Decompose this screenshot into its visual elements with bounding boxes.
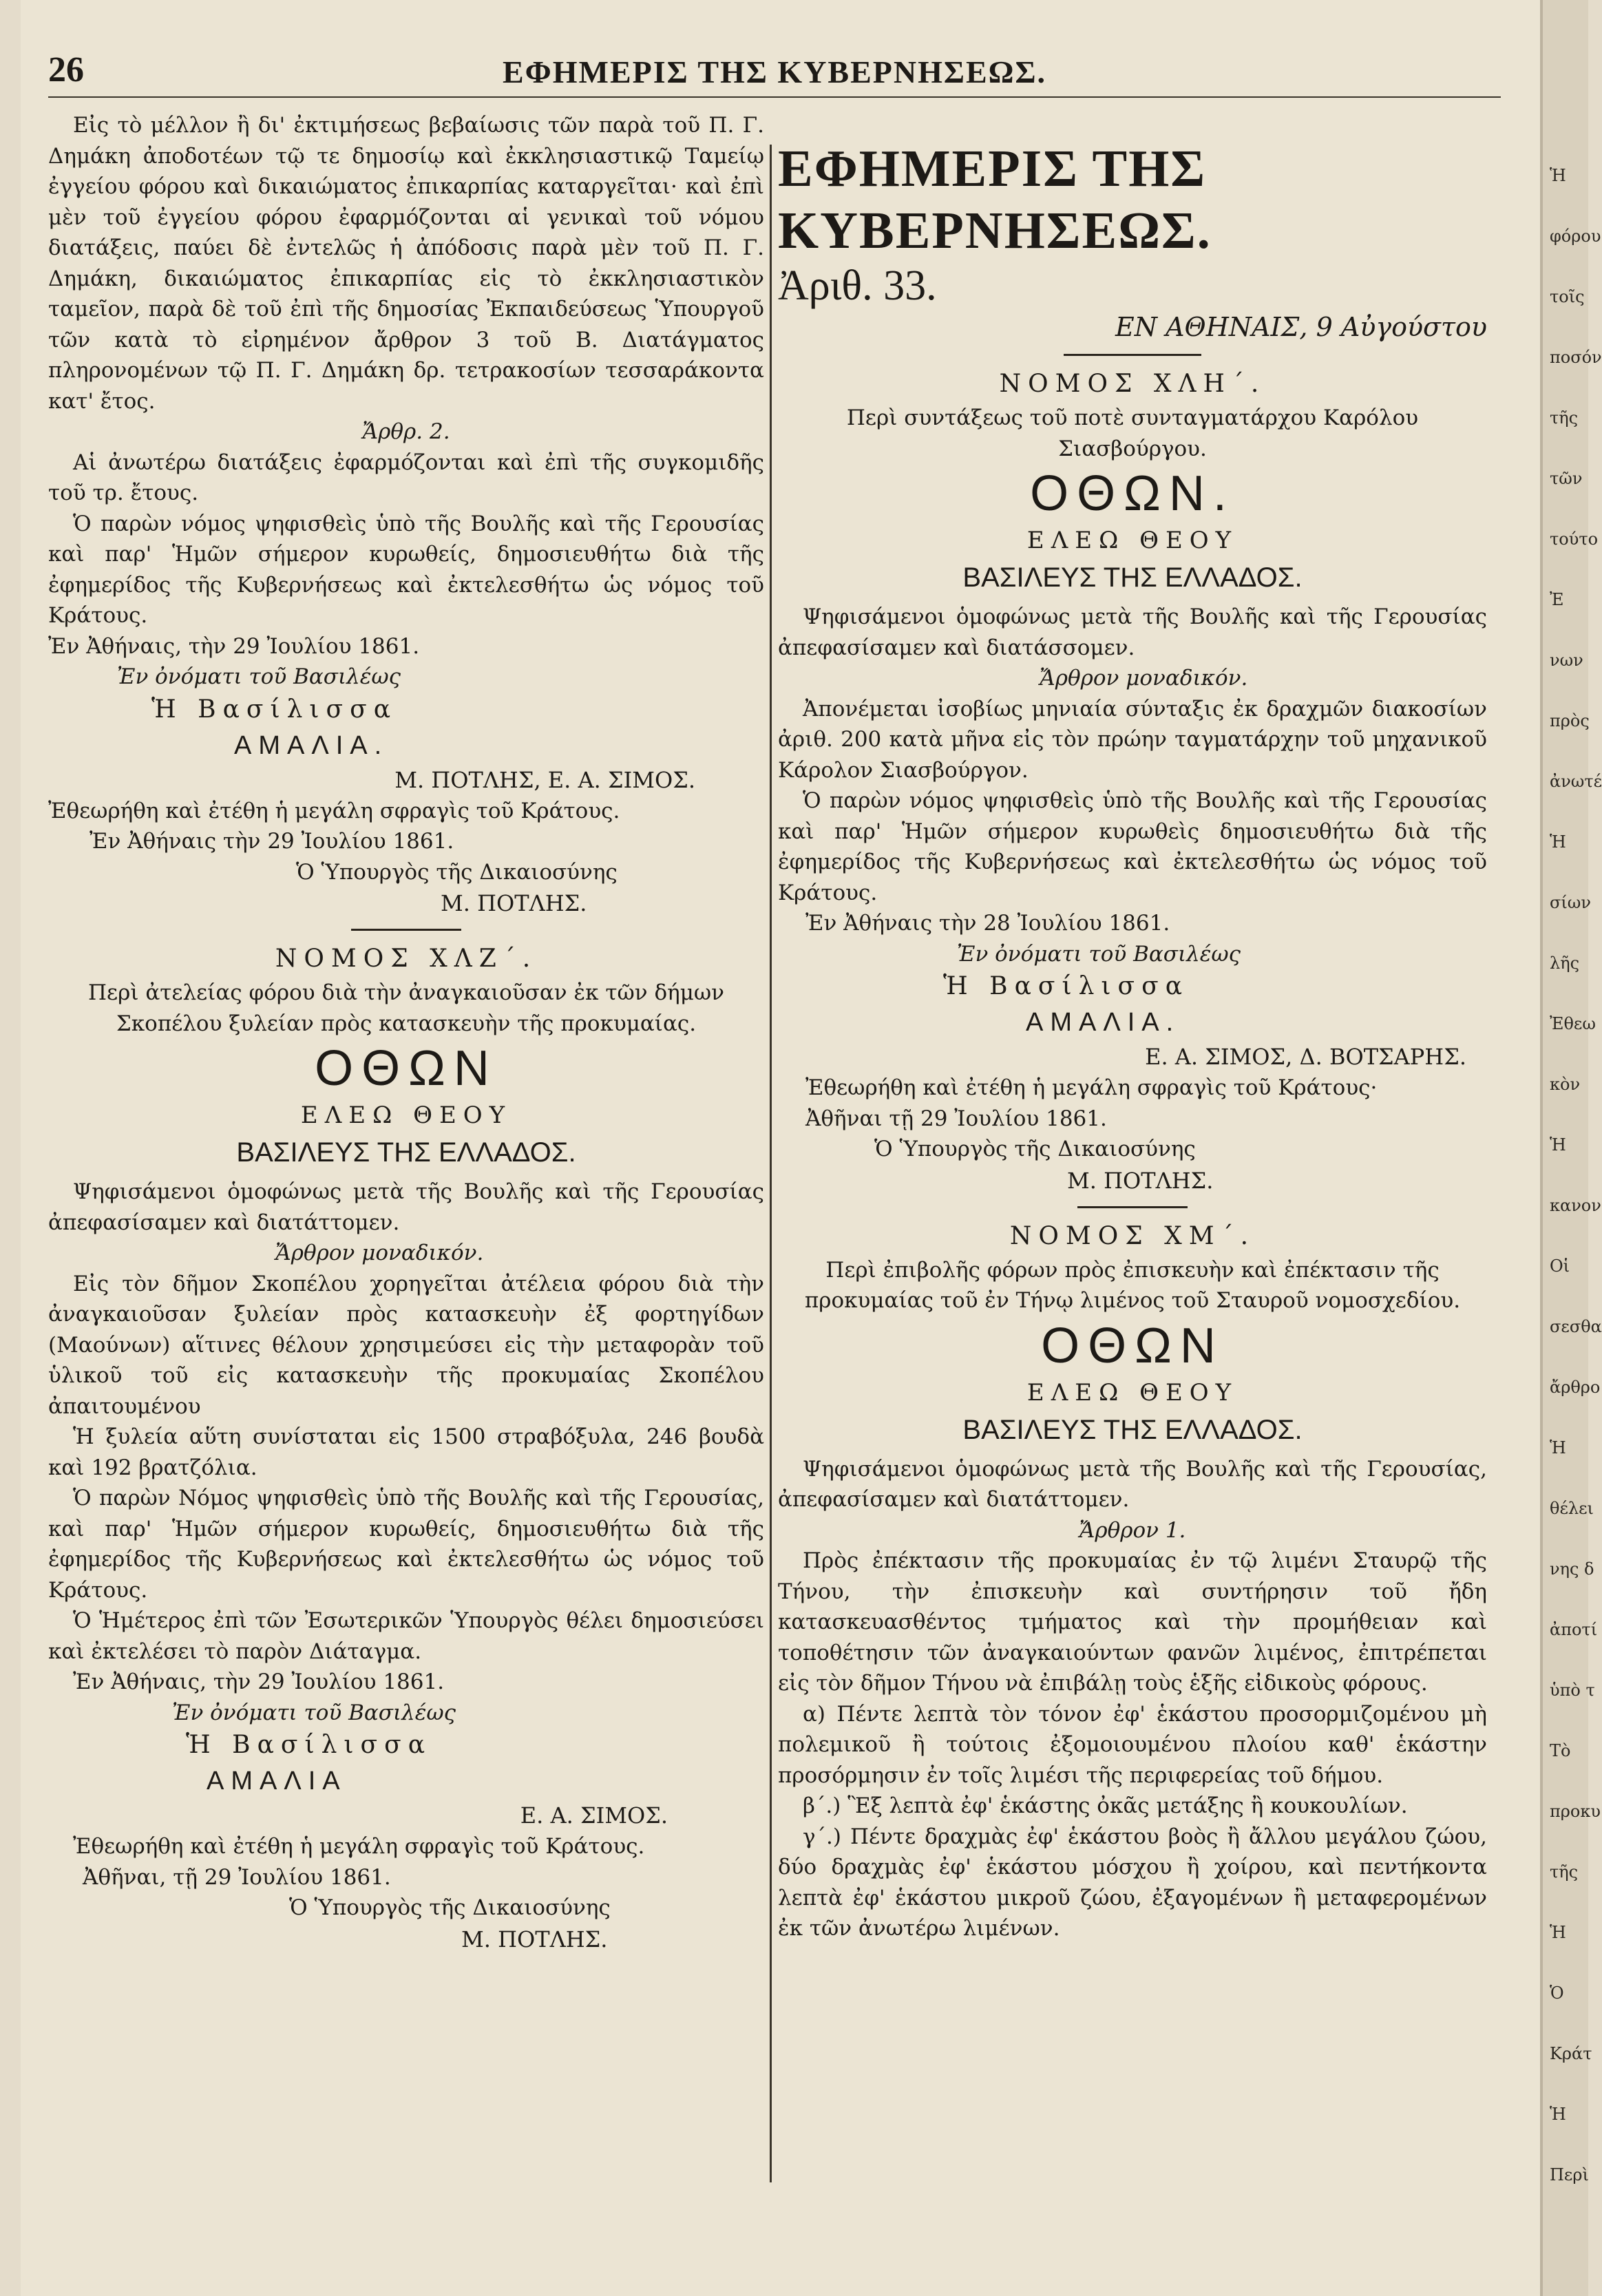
signatories: Μ. ΠΟΤΛΗΣ, Ε. Α. ΣΙΜΟΣ.	[394, 766, 695, 793]
signature-amalia: ΑΜΑΛΙΑ	[207, 1767, 347, 1795]
running-title: ΕΦΗΜΕΡΙΣ ΤΗΣ ΚΥΒΕΡΝΗΣΕΩΣ.	[502, 54, 1047, 89]
edge-fragment: προκυ	[1550, 1802, 1601, 1821]
royal-formula: Ἐν ὀνόματι τοῦ Βασιλέως	[117, 664, 401, 689]
edge-fragment: Περὶ	[1550, 2165, 1589, 2184]
paragraph: Ὁ Ἡμέτερος ἐπὶ τῶν Ἐσωτερικῶν Ὑπουργὸς θέλει δημοσιεύσει καὶ ἐκτελέσει τὸ παρὸν Διάταγμα.	[48, 1608, 764, 1664]
eleo-theou: ΕΛΕΩ ΘΕΟΥ	[300, 1102, 512, 1129]
edge-fragment: Ἡ	[1550, 832, 1566, 852]
minister-name: Μ. ΠΟΤΛΗΣ.	[461, 1926, 608, 1952]
paragraph: Πρὸς ἐπέκτασιν τῆς προκυμαίας ἐν τῷ λιμένι Σταυρῷ τῆς Τήνου, τὴν ἐπισκευὴν καὶ συντήρησιν τοῦ ἤδη κατασκευασθέντος τμήματος καὶ τὴν προμήθειαν καὶ τοποθέτησιν τῶν ἀναγκαιούντων φανῶν λιμένος, ἐπιτρέπεται εἰς τὸν δῆμον Τήνου νὰ ἐπιβάλῃ τοὺς ἑξῆς εἰδικοὺς φόρους.	[778, 1548, 1487, 1696]
edge-fragment: ἀποτί	[1550, 1620, 1598, 1639]
section-rule	[1064, 354, 1201, 356]
edge-fragment: Ἡ	[1550, 1438, 1566, 1457]
edge-fragment: φόρου	[1550, 227, 1601, 246]
right-column	[778, 110, 1487, 1944]
section-rule	[1077, 1206, 1188, 1208]
edge-fragment: τούτο	[1550, 529, 1599, 549]
minister-name: Μ. ΠΟΤΛΗΣ.	[1067, 1167, 1214, 1194]
date-line: Ἀθῆναι, τῇ 29 Ἰουλίου 1861.	[83, 1864, 391, 1890]
minister-title: Ὁ Ὑπουργὸς τῆς Δικαιοσύνης	[296, 859, 618, 885]
edge-fragment: κὸν	[1550, 1075, 1581, 1094]
minister-title: Ὁ Ὑπουργὸς τῆς Δικαιοσύνης	[874, 1137, 1196, 1161]
edge-fragment: ἄρθρο	[1550, 1378, 1601, 1397]
othon-heading: ΟΘΩΝ	[1041, 1318, 1224, 1373]
edge-fragment: τοῖς	[1550, 287, 1585, 306]
seal-note: Ἐθεωρήθη καὶ ἐτέθη ἡ μεγάλη σφραγὶς τοῦ Κράτους.	[48, 798, 620, 823]
edge-fragment: πρὸς	[1550, 711, 1590, 730]
eleo-theou: ΕΛΕΩ ΘΕΟΥ	[1026, 527, 1239, 554]
edge-fragment: Ἡ	[1550, 1923, 1566, 1942]
edge-fragment: κανον	[1550, 1196, 1601, 1215]
list-item: β΄.) Ἓξ λεπτὰ ἐφ' ἑκάστης ὀκᾶς μετάξης ἢ κουκουλίων.	[803, 1793, 1408, 1818]
paragraph: Ἀπονέμεται ἰσοβίως μηνιαία σύνταξις ἐκ δραχμῶν διακοσίων ἀριθ. 200 κατὰ μῆνα εἰς τὸν πρώην ταγματάρχην τοῦ μηχανικοῦ Κάρολον Σιασβούργον.	[778, 696, 1487, 783]
signature-amalia: ΑΜΑΛΙΑ.	[1026, 1008, 1181, 1037]
paragraph: Ὁ παρὼν Νόμος ψηφισθεὶς ὑπὸ τῆς Βουλῆς καὶ τῆς Γερουσίας, καὶ παρ' Ἡμῶν σήμερον κυρωθείς, δημοσιευθήτω διὰ τῆς ἐφημερίδος τῆς Κυβερνήσεως καὶ ἐκτελεσθήτω ὡς νόμος τοῦ Κράτους.	[48, 1486, 764, 1603]
seal-note: Ἐθεωρήθη καὶ ἐτέθη ἡ μεγάλη σφραγὶς τοῦ Κράτους.	[73, 1834, 645, 1859]
edge-fragment: ὑπὸ τ	[1550, 1681, 1595, 1700]
queen-label: Ἡ Βασίλισσα	[151, 695, 398, 724]
edge-fragment: τῶν	[1550, 469, 1583, 488]
law-title: ΝΟΜΟΣ ΧΛΖ΄.	[275, 945, 538, 973]
law-subject: Περὶ συντάξεως τοῦ ποτὲ συνταγματάρχου Καρόλου Σιασβούργου.	[846, 406, 1419, 461]
paragraph: Ὁ παρὼν νόμος ψηφισθεὶς ὑπὸ τῆς Βουλῆς καὶ τῆς Γερουσίας καὶ παρ' Ἡμῶν σήμερον κυρωθείς, δημοσιευθήτω διὰ τῆς ἐφημερίδος τῆς Κυβερνήσεως καὶ ἐκτελεσθήτω ὡς νόμος τοῦ Κράτους.	[48, 511, 764, 628]
paragraph: Αἱ ἀνωτέρω διατάξεις ἐφαρμόζονται καὶ ἐπὶ τῆς συγκομιδῆς τοῦ τρ. ἔτους.	[48, 450, 764, 505]
section-rule	[351, 929, 461, 931]
edge-fragment: Ἡ	[1550, 166, 1566, 185]
list-item: α) Πέντε λεπτὰ τὸν τόνον ἐφ' ἑκάστου προσορμιζομένου μὴ πολεμικοῦ ἢ τούτοις ἐξομοιουμένου πλοίου καθ' ἑκάστην προσόρμησιν ἐν τοῖς λιμέσι τῆς περιφερείας τοῦ δήμου.	[778, 1701, 1487, 1788]
page-header	[48, 50, 1501, 91]
minister-name: Μ. ΠΟΤΛΗΣ.	[441, 890, 587, 916]
paragraph: Εἰς τὸν δῆμον Σκοπέλου χορηγεῖται ἀτέλεια φόρου διὰ τὴν ἀναγκαιοῦσαν ξυλείαν πρὸς κατασκευὴν ἐξ φορτηγίδων (Μαούνων) αἵτινες θέλουν χρησιμεύσει εἰς τὴν μεταφορὰν τοῦ ὑλικοῦ τοῦ εἰς κατασκευὴν τῆς προκυμαίας Σκοπέλου ἀπαιτουμένου	[48, 1271, 764, 1419]
law-subject: Περὶ ἀτελείας φόρου διὰ τὴν ἀναγκαιοῦσαν ἐκ τῶν δήμων Σκοπέλου ξυλείαν πρὸς κατασκευὴν τῆς προκυμαίας.	[88, 980, 724, 1036]
article-heading: Ἄρθρον μοναδικόν.	[275, 1241, 484, 1265]
article-heading: Ἄρθρον 1.	[1079, 1517, 1186, 1543]
column-divider	[770, 145, 772, 2182]
edge-fragment: σεσθα	[1550, 1317, 1602, 1336]
signatories: Ε. Α. ΣΙΜΟΣ.	[520, 1802, 668, 1829]
royal-formula: Ἐν ὀνόματι τοῦ Βασιλέως	[172, 1700, 456, 1725]
date-line: Ἐν Ἀθήναις τὴν 28 Ἰουλίου 1861.	[805, 911, 1170, 936]
edge-fragment: Κράτ	[1550, 2044, 1592, 2063]
edge-fragment: ἀνωτέ	[1550, 772, 1602, 791]
paragraph: Ψηφισάμενοι ὁμοφώνως μετὰ τῆς Βουλῆς καὶ τῆς Γερουσίας ἀπεφασίσαμεν καὶ διατάττομεν.	[48, 1179, 764, 1235]
seal-note: Ἐθεωρήθη καὶ ἐτέθη ἡ μεγάλη σφραγὶς τοῦ Κράτους·	[805, 1075, 1378, 1100]
paragraph: Ὁ παρὼν νόμος ψηφισθεὶς ὑπὸ τῆς Βουλῆς καὶ τῆς Γερουσίας καὶ παρ' Ἡμῶν σήμερον κυρωθεὶς δημοσιευθήτω διὰ τῆς ἐφημερίδος τῆς Κυβερνήσεως καὶ ἐκτελεσθήτω ὡς νόμος τοῦ Κράτους.	[778, 788, 1487, 905]
edge-fragment: Ἡ	[1550, 2105, 1566, 2124]
page-number: 26	[48, 50, 84, 89]
edge-fragment: τῆς	[1550, 1862, 1579, 1882]
list-item: γ΄.) Πέντε δραχμὰς ἐφ' ἑκάστου βοὸς ἢ ἄλλου μεγάλου ζώου, δύο δραχμὰς ἐφ' ἑκάστου μόσχου ἢ χοίρου, καὶ πεντήκοντα λεπτὰ ἐφ' ἑκάστου μικροῦ ζώου, ἐξαγομένων ἢ μεταφερομένων ἐκ τῶν ἀνωτέρω λιμένων.	[778, 1824, 1487, 1941]
dateline: ΕΝ ΑΘΗΝΑΙΣ, 9 Αὐγούστου	[1115, 312, 1487, 342]
gazette-title: ΕΦΗΜΕΡΙΣ ΤΗΣ ΚΥΒΕΡΝΗΣΕΩΣ.	[778, 140, 1212, 260]
paragraph: Ψηφισάμενοι ὁμοφώνως μετὰ τῆς Βουλῆς καὶ τῆς Γερουσίας ἀπεφασίσαμεν καὶ διατάσσομεν.	[778, 604, 1487, 660]
edge-fragment: τῆς	[1550, 408, 1579, 428]
date-line: Ἐν Ἀθήναις, τὴν 29 Ἰουλίου 1861.	[48, 633, 420, 659]
edge-fragment: ποσόν	[1550, 348, 1602, 367]
page-gutter	[1540, 0, 1543, 2296]
edge-fragment: νης δ	[1550, 1559, 1594, 1579]
vasileus-heading: ΒΑΣΙΛΕΥΣ ΤΗΣ ΕΛΛΑΔΟΣ.	[962, 562, 1303, 593]
vasileus-heading: ΒΑΣΙΛΕΥΣ ΤΗΣ ΕΛΛΑΔΟΣ.	[962, 1414, 1303, 1445]
paragraph: Ψηφισάμενοι ὁμοφώνως μετὰ τῆς Βουλῆς καὶ τῆς Γερουσίας, ἀπεφασίσαμεν καὶ διατάττομεν.	[778, 1456, 1487, 1512]
edge-fragment: Ὁ	[1550, 1983, 1564, 2003]
edge-fragment: Οἱ	[1550, 1256, 1570, 1276]
edge-fragment: Ἐθεω	[1550, 1014, 1596, 1033]
left-column	[48, 110, 764, 1955]
signature-amalia: ΑΜΑΛΙΑ.	[234, 730, 389, 760]
date-line: Ἀθῆναι τῇ 29 Ἰουλίου 1861.	[805, 1106, 1107, 1131]
edge-fragment: Τὸ	[1550, 1741, 1571, 1760]
edge-fragment: σίων	[1550, 893, 1591, 912]
queen-label: Ἡ Βασίλισσα	[943, 972, 1190, 1000]
queen-label: Ἡ Βασίλισσα	[186, 1731, 432, 1759]
edge-fragment: θέλει	[1550, 1499, 1594, 1518]
article-heading: Ἄρθρον μοναδικόν.	[1040, 666, 1248, 691]
date-line: Ἐν Ἀθήναις, τὴν 29 Ἰουλίου 1861.	[73, 1670, 445, 1694]
edge-fragment: Ἡ	[1550, 1135, 1566, 1155]
edge-fragment: νων	[1550, 651, 1583, 670]
edge-fragment: λῆς	[1550, 954, 1580, 973]
header-rule	[48, 96, 1501, 98]
law-title: ΝΟΜΟΣ ΧΜ΄.	[1009, 1221, 1256, 1250]
issue-number: Ἀριθ. 33.	[778, 262, 937, 309]
vasileus-heading: ΒΑΣΙΛΕΥΣ ΤΗΣ ΕΛΛΑΔΟΣ.	[236, 1137, 576, 1168]
paragraph: Εἰς τὸ μέλλον ἢ δι' ἐκτιμήσεως βεβαίωσις τῶν παρὰ τοῦ Π. Γ. Δημάκη ἀποδοτέων τῷ τε δημοσίῳ καὶ ἐκκλησιαστικῷ Ταμείῳ ἐγγείου φόρου καὶ δικαιώματος ἐπικαρπίας καταργεῖται· καὶ ἐπὶ μὲν τοῦ ἐγγείου φόρου ἐφαρμόζονται αἱ γενικαὶ τοῦ νόμου διατάξεις, παύει δὲ ἐντελῶς ἡ ἀπόδοσις παρὰ μὲν τοῦ Π. Γ. Δημάκη, δικαιώματος ἐπικαρπίας εἰς τὸ ἐκκλησιαστικὸν ταμεῖον, παρὰ δὲ τοῦ ἐπὶ τῆς δημοσίας Ἐκπαιδεύσεως Ὑπουργοῦ τῶν κατὰ τὸ εἰρημένον ἄρθρον 3 τοῦ Β. Διατάγματος πληρονομένων τῷ Π. Γ. Δημάκη δρ. τετρακοσίων τεσσαράκοντα κατ' ἔτος.	[48, 113, 764, 414]
article-heading: Ἄρθρ. 2.	[362, 419, 450, 444]
othon-heading: ΟΘΩΝ.	[1030, 466, 1235, 521]
adjacent-page-edge	[1540, 0, 1602, 2296]
signatories: Ε. Α. ΣΙΜΟΣ, Δ. ΒΟΤΣΑΡΗΣ.	[1145, 1044, 1466, 1070]
eleo-theou: ΕΛΕΩ ΘΕΟΥ	[1026, 1378, 1239, 1407]
paragraph: Ἡ ξυλεία αὕτη συνίσταται εἰς 1500 στραβόξυλα, 246 βουδὰ καὶ 192 βρατζόλια.	[48, 1424, 764, 1480]
law-subject: Περὶ ἐπιβολῆς φόρων πρὸς ἐπισκευὴν καὶ ἐπέκτασιν τῆς προκυμαίας τοῦ ἐν Τήνῳ λιμένος τοῦ Σταυροῦ νομοσχεδίου.	[804, 1257, 1461, 1313]
minister-title: Ὁ Ὑπουργὸς τῆς Δικαιοσύνης	[289, 1895, 611, 1920]
royal-formula: Ἐν ὀνόματι τοῦ Βασιλέως	[957, 941, 1241, 967]
law-title: ΝΟΜΟΣ ΧΛΗ΄.	[999, 370, 1266, 398]
othon-heading: ΟΘΩΝ	[315, 1041, 498, 1096]
date-line: Ἐν Ἀθήναις τὴν 29 Ἰουλίου 1861.	[89, 829, 454, 854]
edge-fragment: Ἐ	[1550, 590, 1564, 609]
